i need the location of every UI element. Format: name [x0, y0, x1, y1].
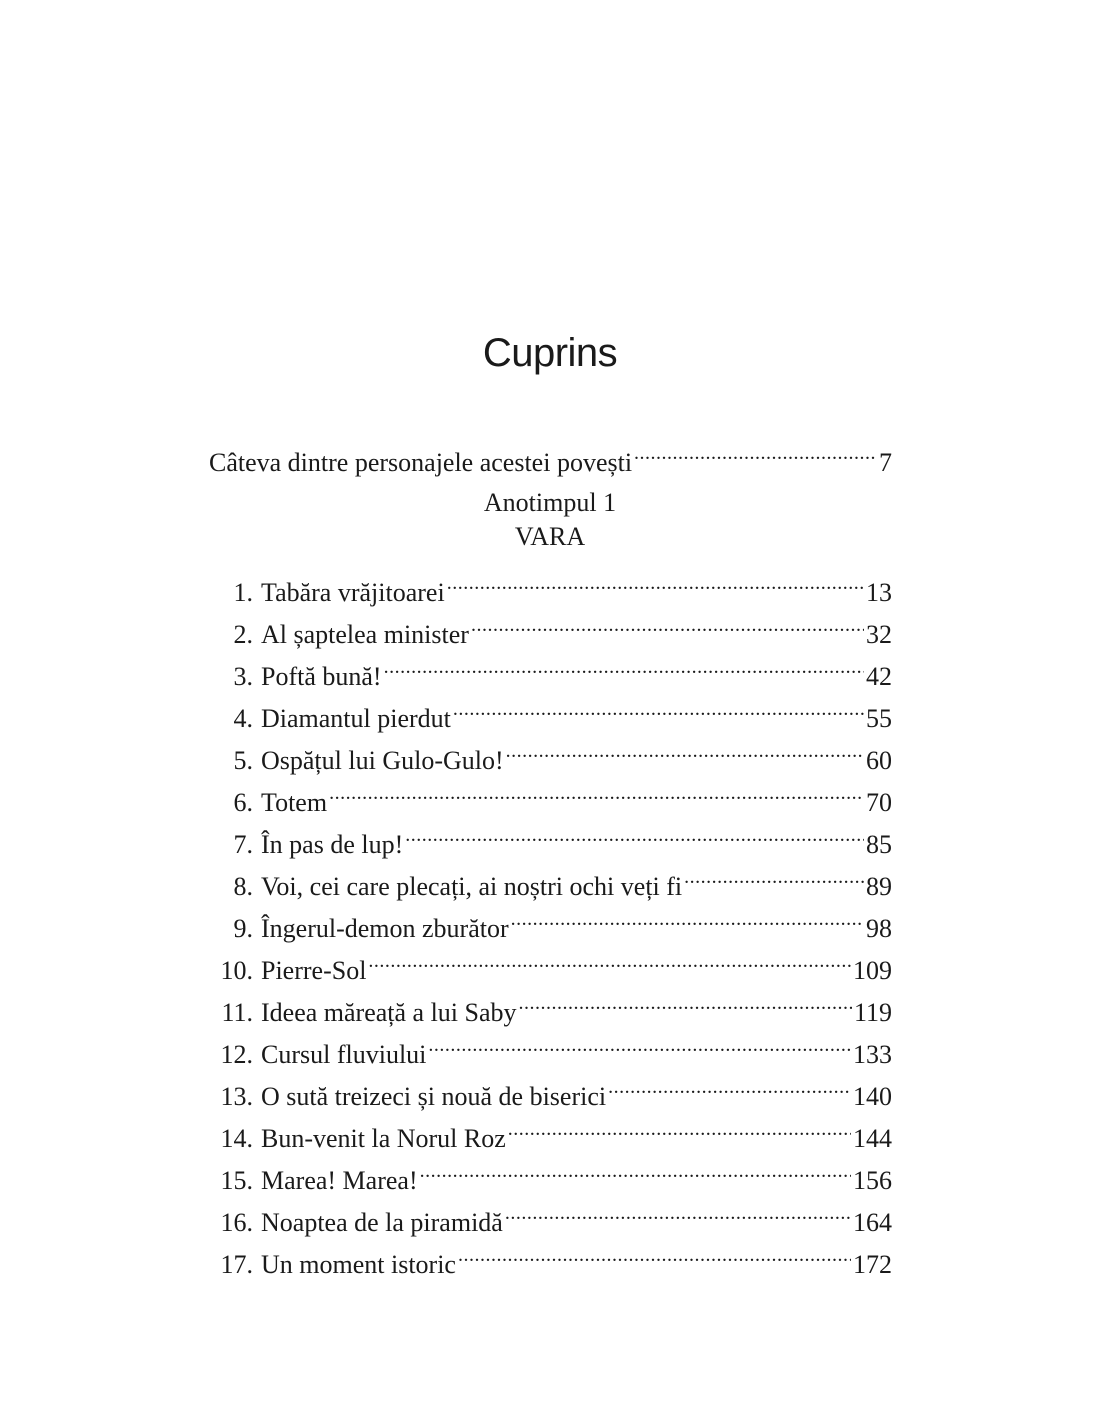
dot-leader — [384, 643, 864, 685]
toc-entry-title: Ideea măreață a lui Saby — [261, 998, 517, 1027]
dot-leader — [684, 853, 864, 895]
section-name: VARA — [514, 522, 586, 551]
toc-entry-page: 119 — [853, 998, 892, 1027]
toc-entry-title: Îngerul-demon zburător — [261, 914, 509, 943]
toc-intro — [209, 429, 892, 477]
toc-entry-number: 9. — [233, 914, 253, 943]
toc-entry-page: 144 — [853, 1124, 892, 1153]
toc-entry-number: 6. — [233, 788, 253, 817]
toc-entry-title: Cursul fluviului — [261, 1040, 427, 1069]
dot-leader — [506, 727, 864, 769]
dot-leader — [519, 979, 852, 1021]
toc-entry-page: 172 — [853, 1250, 892, 1279]
toc-entry-page: 32 — [866, 620, 892, 649]
toc-entry-number: 15. — [220, 1166, 253, 1195]
dot-leader — [505, 1189, 851, 1231]
toc-entry-title: Totem — [261, 788, 328, 817]
toc-entry-number: 5. — [233, 746, 253, 775]
toc-entry-page: 70 — [866, 788, 892, 817]
toc-entry-title: Voi, cei care plecați, ai noștri ochi veți fi — [261, 872, 683, 901]
page-title: Cuprins — [482, 331, 618, 375]
dot-leader — [329, 769, 864, 811]
toc-entry-title: Noaptea de la piramidă — [261, 1208, 503, 1237]
dot-leader — [634, 429, 877, 471]
dot-leader — [453, 685, 864, 727]
toc-entry-title: Ospățul lui Gulo-Gulo! — [261, 746, 504, 775]
toc-entry-number: 16. — [220, 1208, 253, 1237]
toc-entry-number: 12. — [220, 1040, 253, 1069]
toc-entry-page: 60 — [866, 746, 892, 775]
toc-entry-title: Marea! Marea! — [261, 1166, 418, 1195]
dot-leader — [508, 1105, 851, 1147]
toc-entry-number: 8. — [233, 872, 253, 901]
toc-entry-title: Pierre-Sol — [261, 956, 367, 985]
toc-entry-number: 2. — [233, 620, 253, 649]
toc-entry-title: În pas de lup! — [261, 830, 404, 859]
section-label: Anotimpul 1 — [483, 488, 617, 517]
toc-entry-number: 13. — [220, 1082, 253, 1111]
toc-entry-number: 3. — [233, 662, 253, 691]
dot-leader — [428, 1021, 851, 1063]
toc-entry-page: 7 — [879, 448, 892, 477]
section-heading — [0, 486, 1100, 554]
toc-entry-title: Al șaptelea minister — [261, 620, 469, 649]
dot-leader — [405, 811, 864, 853]
dot-leader — [368, 937, 851, 979]
toc-entry-page: 85 — [866, 830, 892, 859]
toc-entry-page: 89 — [866, 872, 892, 901]
toc-entry-title: Diamantul pierdut — [261, 704, 451, 733]
toc-entry-title: Poftă bună! — [261, 662, 382, 691]
toc-entry-number: 4. — [233, 704, 253, 733]
toc-entry-page: 109 — [853, 956, 892, 985]
dot-leader — [471, 601, 864, 643]
toc-entry-number: 10. — [220, 956, 253, 985]
toc-entry-number: 7. — [233, 830, 253, 859]
dot-leader — [608, 1063, 851, 1105]
dot-leader — [458, 1231, 851, 1273]
toc-entry — [209, 559, 892, 607]
toc-entry-page: 98 — [866, 914, 892, 943]
toc-entry-page: 55 — [866, 704, 892, 733]
dot-leader — [447, 559, 864, 601]
toc-entry-page: 140 — [853, 1082, 892, 1111]
toc-entry-page: 13 — [866, 578, 892, 607]
toc-entry-title: Tabăra vrăjitoarei — [261, 578, 445, 607]
toc-entry-number: 11. — [221, 998, 253, 1027]
toc-entry-title: Un moment istoric — [261, 1250, 456, 1279]
toc-entry-title: Bun-venit la Norul Roz — [261, 1124, 506, 1153]
toc-entry-intro — [209, 429, 892, 477]
toc-entry-number: 14. — [220, 1124, 253, 1153]
dot-leader — [420, 1147, 851, 1189]
toc-entry-title: Câteva dintre personajele acestei povești — [209, 448, 633, 477]
dot-leader — [511, 895, 864, 937]
toc-entry-title: O sută treizeci și nouă de biserici — [261, 1082, 607, 1111]
toc-entry-number: 17. — [220, 1250, 253, 1279]
toc-entry-page: 164 — [853, 1208, 892, 1237]
toc-entry-page: 42 — [866, 662, 892, 691]
toc-entry-page: 156 — [853, 1166, 892, 1195]
toc-entry-number: 1. — [233, 578, 253, 607]
toc-entry-page: 133 — [853, 1040, 892, 1069]
chapter-list — [209, 559, 892, 1279]
